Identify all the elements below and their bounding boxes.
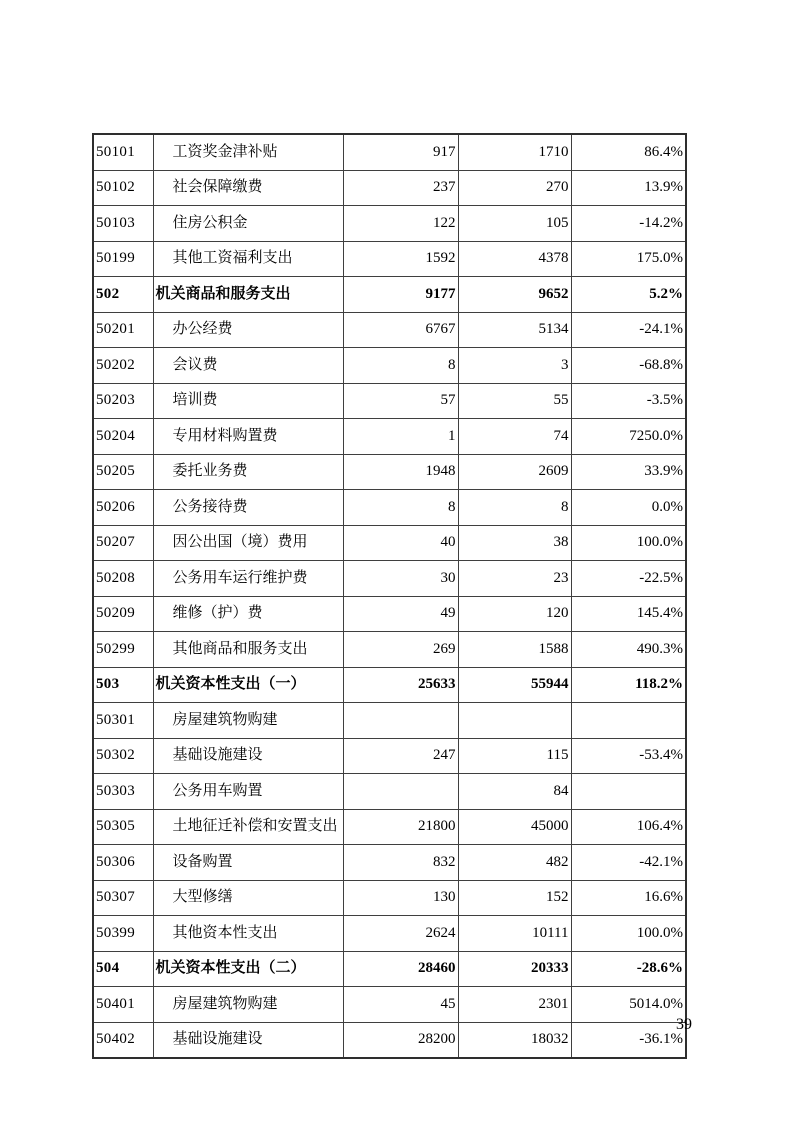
code-cell: 503	[93, 667, 153, 703]
value1-cell: 1	[343, 419, 458, 455]
table-row	[93, 241, 686, 277]
table-row	[93, 454, 686, 490]
value1-cell	[343, 774, 458, 810]
label-cell: 房屋建筑物购建	[153, 987, 343, 1023]
percent-cell: 0.0%	[571, 490, 686, 526]
code-cell: 50201	[93, 312, 153, 348]
percent-cell: -14.2%	[571, 206, 686, 242]
percent-cell: -68.8%	[571, 348, 686, 384]
percent-cell: -36.1%	[571, 1022, 686, 1058]
label-cell: 大型修缮	[153, 880, 343, 916]
table-row	[93, 845, 686, 881]
percent-cell	[571, 774, 686, 810]
table-row	[93, 348, 686, 384]
code-cell: 50401	[93, 987, 153, 1023]
table-row	[93, 134, 686, 170]
budget-table	[92, 133, 687, 1059]
value1-cell: 247	[343, 738, 458, 774]
code-cell: 50307	[93, 880, 153, 916]
code-cell: 50205	[93, 454, 153, 490]
table-row	[93, 1022, 686, 1058]
percent-cell: 100.0%	[571, 916, 686, 952]
value1-cell: 130	[343, 880, 458, 916]
value2-cell: 74	[458, 419, 571, 455]
percent-cell: 175.0%	[571, 241, 686, 277]
label-cell: 委托业务费	[153, 454, 343, 490]
table-row	[93, 525, 686, 561]
percent-cell: -24.1%	[571, 312, 686, 348]
percent-cell: 5014.0%	[571, 987, 686, 1023]
percent-cell: -3.5%	[571, 383, 686, 419]
percent-cell: 106.4%	[571, 809, 686, 845]
value2-cell: 55944	[458, 667, 571, 703]
label-cell: 基础设施建设	[153, 738, 343, 774]
code-cell: 50102	[93, 170, 153, 206]
value2-cell: 1710	[458, 134, 571, 170]
value2-cell: 1588	[458, 632, 571, 668]
percent-cell: -42.1%	[571, 845, 686, 881]
label-cell: 土地征迁补偿和安置支出	[153, 809, 343, 845]
percent-cell	[571, 703, 686, 739]
budget-table-body	[93, 134, 686, 1058]
label-cell: 专用材料购置费	[153, 419, 343, 455]
label-cell: 机关商品和服务支出	[153, 277, 343, 313]
percent-cell: 5.2%	[571, 277, 686, 313]
percent-cell: 7250.0%	[571, 419, 686, 455]
label-cell: 机关资本性支出（二）	[153, 951, 343, 987]
percent-cell: -53.4%	[571, 738, 686, 774]
value2-cell: 105	[458, 206, 571, 242]
value2-cell: 482	[458, 845, 571, 881]
code-cell: 502	[93, 277, 153, 313]
table-row	[93, 206, 686, 242]
code-cell: 50206	[93, 490, 153, 526]
table-row	[93, 880, 686, 916]
value2-cell: 4378	[458, 241, 571, 277]
value1-cell: 237	[343, 170, 458, 206]
code-cell: 50202	[93, 348, 153, 384]
code-cell: 50203	[93, 383, 153, 419]
percent-cell: 13.9%	[571, 170, 686, 206]
label-cell: 因公出国（境）费用	[153, 525, 343, 561]
value2-cell: 2609	[458, 454, 571, 490]
table-row	[93, 170, 686, 206]
label-cell: 维修（护）费	[153, 596, 343, 632]
value2-cell: 2301	[458, 987, 571, 1023]
value1-cell: 2624	[343, 916, 458, 952]
table-row	[93, 667, 686, 703]
value1-cell: 1592	[343, 241, 458, 277]
value1-cell: 269	[343, 632, 458, 668]
percent-cell: 145.4%	[571, 596, 686, 632]
value1-cell: 917	[343, 134, 458, 170]
value2-cell: 45000	[458, 809, 571, 845]
value2-cell: 5134	[458, 312, 571, 348]
percent-cell: 100.0%	[571, 525, 686, 561]
code-cell: 50207	[93, 525, 153, 561]
value1-cell: 25633	[343, 667, 458, 703]
value1-cell: 832	[343, 845, 458, 881]
value1-cell: 8	[343, 348, 458, 384]
value1-cell: 9177	[343, 277, 458, 313]
label-cell: 机关资本性支出（一）	[153, 667, 343, 703]
code-cell: 50302	[93, 738, 153, 774]
table-row	[93, 277, 686, 313]
table-row	[93, 774, 686, 810]
value1-cell: 30	[343, 561, 458, 597]
value2-cell: 270	[458, 170, 571, 206]
label-cell: 办公经费	[153, 312, 343, 348]
value2-cell: 20333	[458, 951, 571, 987]
table-row	[93, 383, 686, 419]
value2-cell: 3	[458, 348, 571, 384]
label-cell: 社会保障缴费	[153, 170, 343, 206]
value1-cell: 1948	[343, 454, 458, 490]
code-cell: 50299	[93, 632, 153, 668]
table-row	[93, 632, 686, 668]
value2-cell: 84	[458, 774, 571, 810]
percent-cell: -22.5%	[571, 561, 686, 597]
code-cell: 50199	[93, 241, 153, 277]
value2-cell: 115	[458, 738, 571, 774]
value1-cell: 122	[343, 206, 458, 242]
value2-cell: 8	[458, 490, 571, 526]
table-row	[93, 738, 686, 774]
value1-cell: 21800	[343, 809, 458, 845]
percent-cell: 33.9%	[571, 454, 686, 490]
table-row	[93, 987, 686, 1023]
value1-cell: 6767	[343, 312, 458, 348]
table-row	[93, 490, 686, 526]
value2-cell: 55	[458, 383, 571, 419]
code-cell: 50303	[93, 774, 153, 810]
value1-cell: 28460	[343, 951, 458, 987]
table-row	[93, 596, 686, 632]
table-row	[93, 312, 686, 348]
label-cell: 住房公积金	[153, 206, 343, 242]
label-cell: 基础设施建设	[153, 1022, 343, 1058]
value2-cell: 9652	[458, 277, 571, 313]
label-cell: 其他工资福利支出	[153, 241, 343, 277]
percent-cell: 16.6%	[571, 880, 686, 916]
value1-cell: 28200	[343, 1022, 458, 1058]
table-row	[93, 561, 686, 597]
code-cell: 50101	[93, 134, 153, 170]
page-number: 39	[676, 1016, 692, 1033]
value1-cell: 40	[343, 525, 458, 561]
code-cell: 50399	[93, 916, 153, 952]
code-cell: 504	[93, 951, 153, 987]
label-cell: 培训费	[153, 383, 343, 419]
value2-cell	[458, 703, 571, 739]
value1-cell: 45	[343, 987, 458, 1023]
table-row	[93, 419, 686, 455]
value1-cell: 57	[343, 383, 458, 419]
table-row	[93, 951, 686, 987]
label-cell: 工资奖金津补贴	[153, 134, 343, 170]
value1-cell: 8	[343, 490, 458, 526]
code-cell: 50209	[93, 596, 153, 632]
label-cell: 其他商品和服务支出	[153, 632, 343, 668]
code-cell: 50306	[93, 845, 153, 881]
label-cell: 会议费	[153, 348, 343, 384]
label-cell: 公务用车购置	[153, 774, 343, 810]
label-cell: 其他资本性支出	[153, 916, 343, 952]
value2-cell: 10111	[458, 916, 571, 952]
code-cell: 50204	[93, 419, 153, 455]
label-cell: 房屋建筑物购建	[153, 703, 343, 739]
table-row	[93, 809, 686, 845]
value1-cell	[343, 703, 458, 739]
code-cell: 50402	[93, 1022, 153, 1058]
value2-cell: 152	[458, 880, 571, 916]
percent-cell: 118.2%	[571, 667, 686, 703]
label-cell: 公务用车运行维护费	[153, 561, 343, 597]
label-cell: 设备购置	[153, 845, 343, 881]
code-cell: 50103	[93, 206, 153, 242]
percent-cell: 86.4%	[571, 134, 686, 170]
label-cell: 公务接待费	[153, 490, 343, 526]
value1-cell: 49	[343, 596, 458, 632]
table-row	[93, 916, 686, 952]
percent-cell: -28.6%	[571, 951, 686, 987]
code-cell: 50305	[93, 809, 153, 845]
code-cell: 50301	[93, 703, 153, 739]
table-row	[93, 703, 686, 739]
value2-cell: 38	[458, 525, 571, 561]
value2-cell: 18032	[458, 1022, 571, 1058]
budget-table-container	[92, 133, 687, 1059]
percent-cell: 490.3%	[571, 632, 686, 668]
code-cell: 50208	[93, 561, 153, 597]
value2-cell: 120	[458, 596, 571, 632]
value2-cell: 23	[458, 561, 571, 597]
